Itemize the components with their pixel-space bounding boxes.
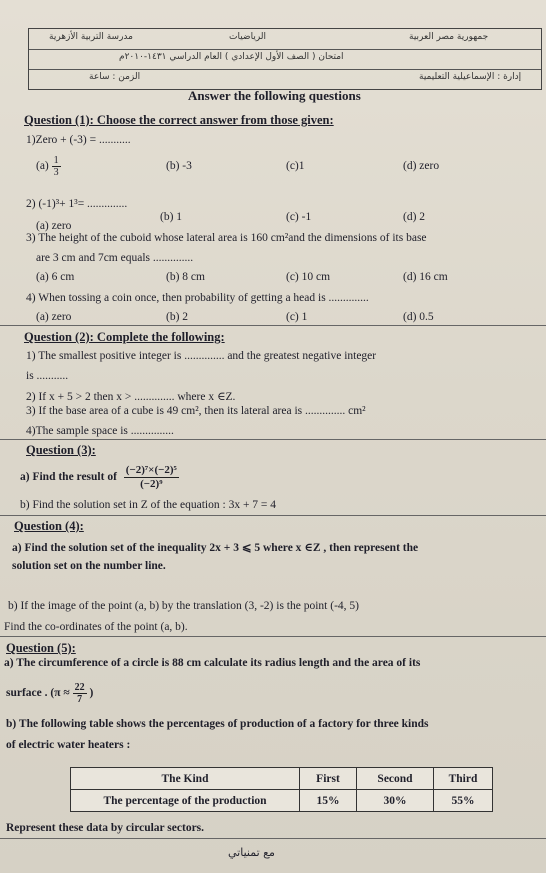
table-cell-first: 15% xyxy=(300,790,357,812)
production-table xyxy=(70,767,493,812)
q4-part-b-line2: Find the co-ordinates of the point (a, b). xyxy=(4,621,188,633)
administration-name: إدارة : الإسماعيلية التعليمية xyxy=(419,72,522,82)
header-row-2 xyxy=(29,49,541,70)
divider xyxy=(0,325,546,326)
q1-item3-option-a: (a) 6 cm xyxy=(36,271,75,283)
table-header-first: First xyxy=(300,768,357,790)
q4-part-b-line1: b) If the image of the point (a, b) by the translation (3, -2) is the point (-4, 5) xyxy=(8,600,359,612)
closing-wishes: مع تمنياتي xyxy=(228,846,275,859)
subject-name: الرياضيات xyxy=(229,32,267,42)
divider xyxy=(0,439,546,440)
q1-item2-stem: 2) (-1)³+ 1³= .............. xyxy=(26,198,128,210)
q1-item2-option-c: (c) -1 xyxy=(286,211,312,223)
divider xyxy=(0,838,546,839)
q1-item2-option-b: (b) 1 xyxy=(160,211,183,223)
header-row-1 xyxy=(29,29,541,50)
question-5-title: Question (5): xyxy=(6,641,76,655)
fraction-denominator: 3 xyxy=(53,167,59,178)
question-2-title: Question (2): Complete the following: xyxy=(24,330,225,344)
fraction-one-third xyxy=(52,155,61,178)
q1-item1-option-d: (d) zero xyxy=(403,160,440,172)
table-cell-third: 55% xyxy=(434,790,493,812)
expression-numerator: (−2)⁷×(−2)⁵ xyxy=(125,464,177,476)
q1-item4-option-d: (d) 0.5 xyxy=(403,311,434,323)
q4-part-a-line1: a) Find the solution set of the inequality 2x + 3 ⩽ 5 where x ∈Z , then represent the xyxy=(12,542,419,554)
divider xyxy=(0,515,546,516)
pi-denominator: 7 xyxy=(77,694,83,705)
q3-expression xyxy=(124,464,179,491)
table-cell-second: 30% xyxy=(357,790,434,812)
q1-item4-stem: 4) When tossing a coin once, then probability of getting a head is .............. xyxy=(26,292,369,304)
q5-part-a-suffix: ) xyxy=(89,687,94,700)
q2-item2: 2) If x + 5 > 2 then x > .............. where x ∈Z. xyxy=(26,391,236,403)
question-4-title: Question (4): xyxy=(14,519,84,533)
q1-item1-option-c: (c)1 xyxy=(286,160,305,172)
q3-part-b: b) Find the solution set in Z of the equation : 3x + 7 = 4 xyxy=(20,499,277,511)
q3-part-a xyxy=(20,464,179,491)
q1-item3-line2: are 3 cm and 7cm equals .............. xyxy=(36,252,194,264)
table-row-label: The percentage of the production xyxy=(71,790,300,812)
header-row-3 xyxy=(29,69,541,88)
q1-item4-option-a: (a) zero xyxy=(36,311,72,323)
q1-item1-stem: 1)Zero + (-3) = ........... xyxy=(26,134,131,146)
q1-item1-option-a xyxy=(36,155,61,178)
table-row xyxy=(71,790,493,812)
question-3-title: Question (3): xyxy=(26,443,96,457)
q4-part-a-line2: solution set on the number line. xyxy=(12,560,166,572)
q5-part-a-line1: a) The circumference of a circle is 88 cm calculate its radius length and the area of its xyxy=(4,657,421,669)
q5-part-a-line2 xyxy=(6,682,93,705)
q1-item1-option-b: (b) -3 xyxy=(166,160,192,172)
expression-denominator: (−2)⁹ xyxy=(140,478,163,490)
pi-numerator: 22 xyxy=(74,682,85,693)
q1-item3-option-b: (b) 8 cm xyxy=(166,271,205,283)
q2-item4: 4)The sample space is ............... xyxy=(26,425,174,437)
exam-duration: الزمن : ساعة xyxy=(89,72,141,82)
answer-title: Answer the following questions xyxy=(188,88,361,103)
q2-item3: 3) If the base area of a cube is 49 cm², then its lateral area is .............. cm² xyxy=(26,405,366,417)
q2-item1-line1: 1) The smallest positive integer is .............. and the greatest negative integer xyxy=(26,350,377,362)
q1-item4-option-b: (b) 2 xyxy=(166,311,189,323)
q5-part-b-line2: of electric water heaters : xyxy=(6,739,131,751)
table-header-row xyxy=(71,768,493,790)
school-name: مدرسة التربية الأزهرية xyxy=(49,32,133,42)
option-a-label: (a) xyxy=(36,160,49,173)
q1-item4-option-c: (c) 1 xyxy=(286,311,308,323)
q5-part-b-line1: b) The following table shows the percentages of production of a factory for three kinds xyxy=(6,718,429,730)
q5-final-instruction: Represent these data by circular sectors. xyxy=(6,822,205,834)
fraction-numerator: 1 xyxy=(53,155,59,166)
table-header-second: Second xyxy=(357,768,434,790)
table-header-third: Third xyxy=(434,768,493,790)
q1-item2-option-d: (d) 2 xyxy=(403,211,426,223)
table-header-kind: The Kind xyxy=(71,768,300,790)
country-name: جمهورية مصر العربية xyxy=(409,32,489,42)
exam-header xyxy=(28,28,542,90)
q1-item2-option-a: (a) zero xyxy=(36,220,72,232)
q2-item1-line2: is ........... xyxy=(26,370,69,382)
question-1-title: Question (1): Choose the correct answer from those given: xyxy=(24,113,334,127)
pi-approximation xyxy=(73,682,87,705)
exam-description: امتحان ( الصف الأول الإعدادي ) العام الدراسي ١٤٣١-٢٠١٠م xyxy=(119,52,344,62)
q3-part-a-prefix: a) Find the result of xyxy=(20,471,117,484)
q1-item3-option-d: (d) 16 cm xyxy=(403,271,448,283)
q5-part-a-prefix: surface . (π ≈ xyxy=(6,687,70,700)
q1-item3-line1: 3) The height of the cuboid whose lateral area is 160 cm²and the dimensions of its base xyxy=(26,232,427,244)
q1-item3-option-c: (c) 10 cm xyxy=(286,271,331,283)
divider xyxy=(0,636,546,637)
